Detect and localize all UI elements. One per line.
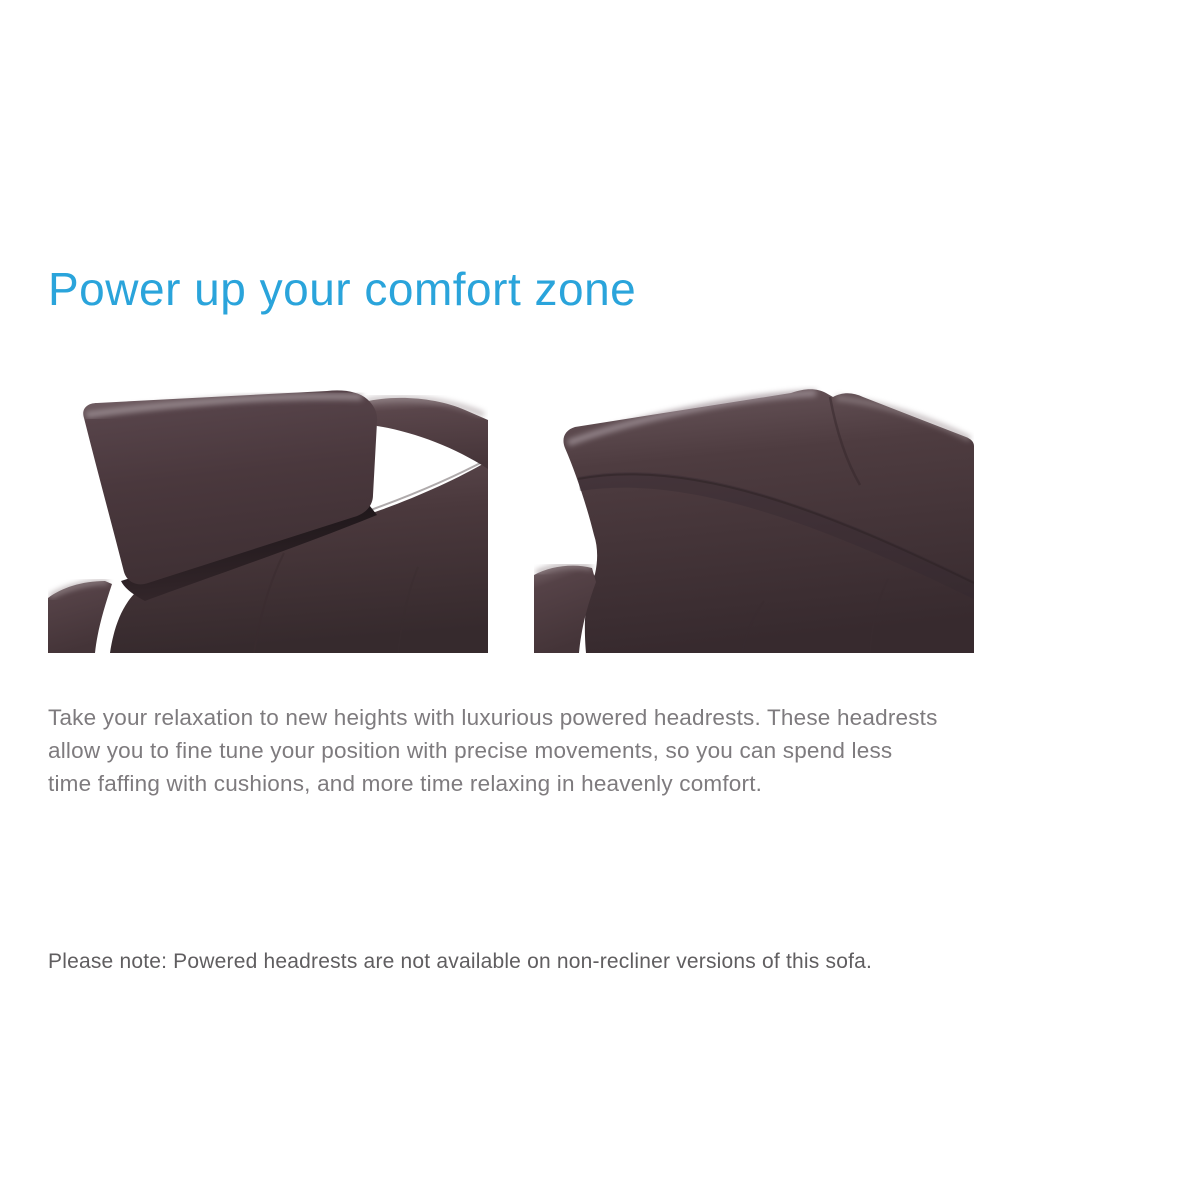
photo-headrest-raised <box>48 385 488 653</box>
sofa-back-shape <box>563 389 974 653</box>
body-line-1: Take your relaxation to new heights with luxurious powered headrests. These headrests <box>48 705 938 730</box>
photo-headrest-lowered <box>534 385 974 653</box>
body-line-2: allow you to fine tune your position with precise movements, so you can spend less <box>48 738 893 763</box>
sofa-back-lowered <box>534 389 974 653</box>
section-heading: Power up your comfort zone <box>48 263 637 315</box>
headrest-lowered-illustration <box>534 385 974 653</box>
body-paragraph <box>48 701 938 800</box>
sofa-back-raised <box>48 390 488 653</box>
headrest-raised-illustration <box>48 385 488 653</box>
body-line-3: time faffing with cushions, and more time relaxing in heavenly comfort. <box>48 771 763 796</box>
footnote: Please note: Powered headrests are not available on non-recliner versions of this sofa. <box>48 950 873 973</box>
